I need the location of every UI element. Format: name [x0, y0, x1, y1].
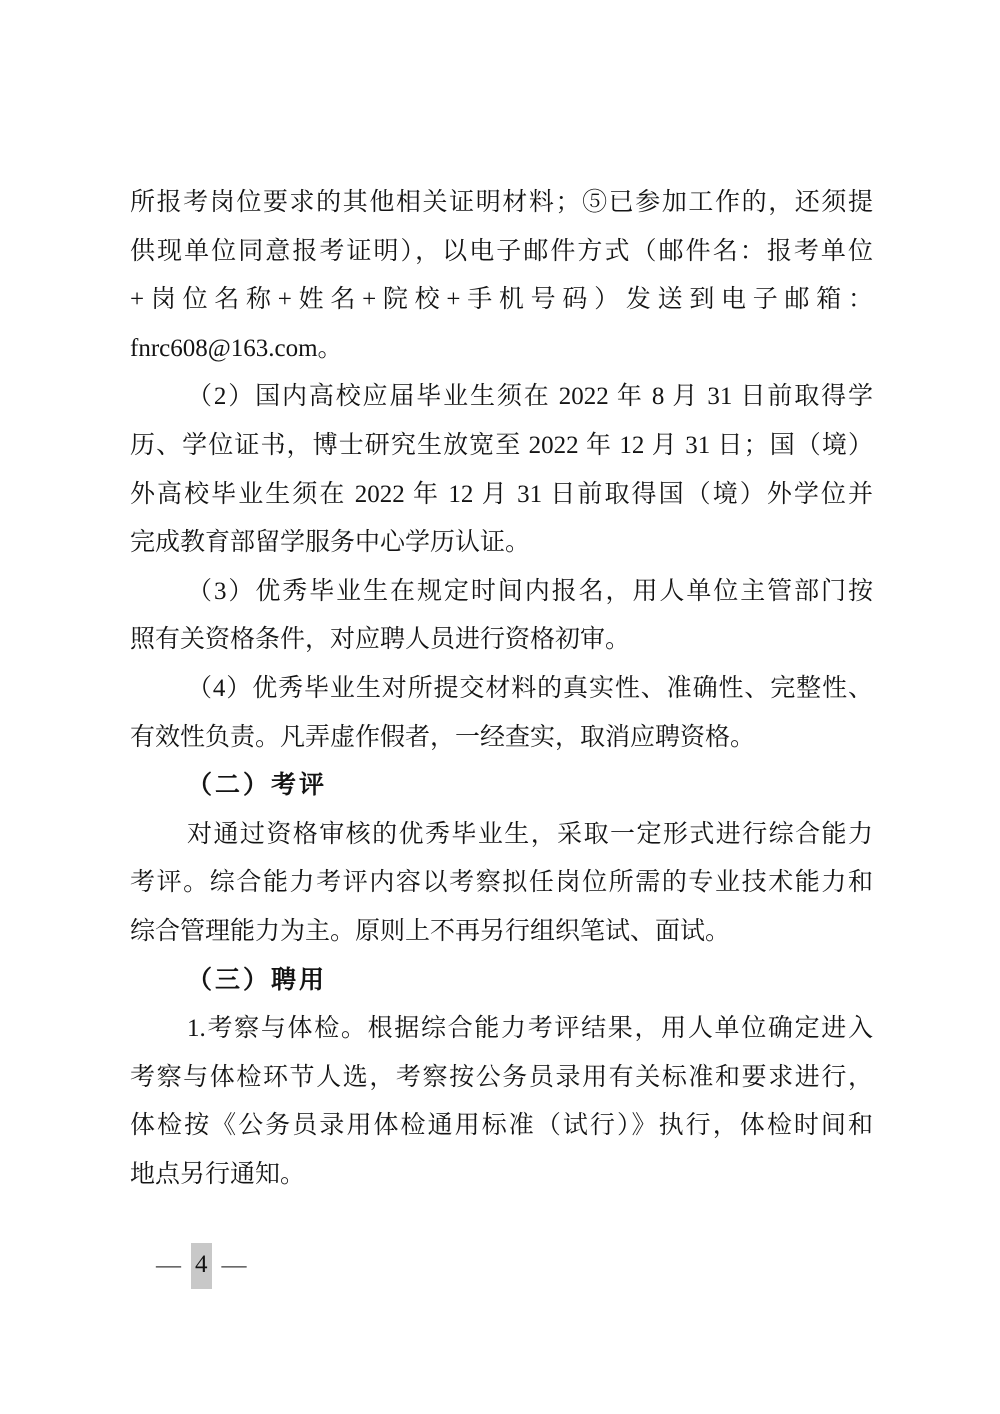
body-text-line: 考评。综合能力考评内容以考察拟任岗位所需的专业技术能力和: [130, 869, 873, 897]
body-text-line: 地点另行通知。: [130, 1160, 306, 1188]
body-text-line: 完成教育部留学服务中心学历认证。: [130, 529, 531, 557]
body-text-line: 体检按《公务员录用体检通用标准（试行）》执行，体检时间和: [130, 1112, 873, 1140]
page-footer: [156, 1243, 247, 1289]
page-number: 4: [191, 1243, 212, 1289]
body-text-line: 有效性负责。凡弄虚作假者，一经查实，取消应聘资格。: [130, 723, 756, 751]
body-text-line: 考察与体检环节人选，考察按公务员录用有关标准和要求进行，: [130, 1063, 873, 1091]
body-text-line: 外高校毕业生须在 2022 年 12 月 31 日前取得国（境）外学位并: [130, 480, 873, 508]
body-text-line: +岗位名称+姓名+院校+手机号码）发送到电子邮箱：: [130, 286, 873, 314]
footer-right-dash: —: [221, 1252, 247, 1279]
body-text-line: 综合管理能力为主。原则上不再另行组织笔试、面试。: [130, 917, 731, 945]
section-heading: （二）考评: [187, 772, 328, 800]
body-text-line: 1.考察与体检。根据综合能力考评结果，用人单位确定进入: [187, 1015, 873, 1043]
body-text-line: 所报考岗位要求的其他相关证明材料；⑤已参加工作的，还须提: [130, 189, 873, 216]
body-text-line: （2）国内高校应届毕业生须在 2022 年 8 月 31 日前取得学: [187, 383, 873, 411]
body-text-line: 对通过资格审核的优秀毕业生，采取一定形式进行综合能力: [187, 820, 873, 848]
document-text-block: [130, 179, 873, 1199]
footer-left-dash: —: [156, 1252, 181, 1279]
body-text-line: 供现单位同意报考证明），以电子邮件方式（邮件名：报考单位: [130, 237, 873, 265]
section-heading: （三）聘用: [187, 966, 328, 994]
body-text-line: 照有关资格条件，对应聘人员进行资格初审。: [130, 626, 631, 654]
body-text-line: （4）优秀毕业生对所提交材料的真实性、准确性、完整性、: [187, 674, 873, 702]
email-text-line: fnrc608@163.com。: [130, 334, 343, 362]
body-text-line: 历、学位证书，博士研究生放宽至 2022 年 12 月 31 日；国（境）: [130, 431, 873, 459]
body-text-line: （3）优秀毕业生在规定时间内报名，用人单位主管部门按: [187, 577, 873, 605]
